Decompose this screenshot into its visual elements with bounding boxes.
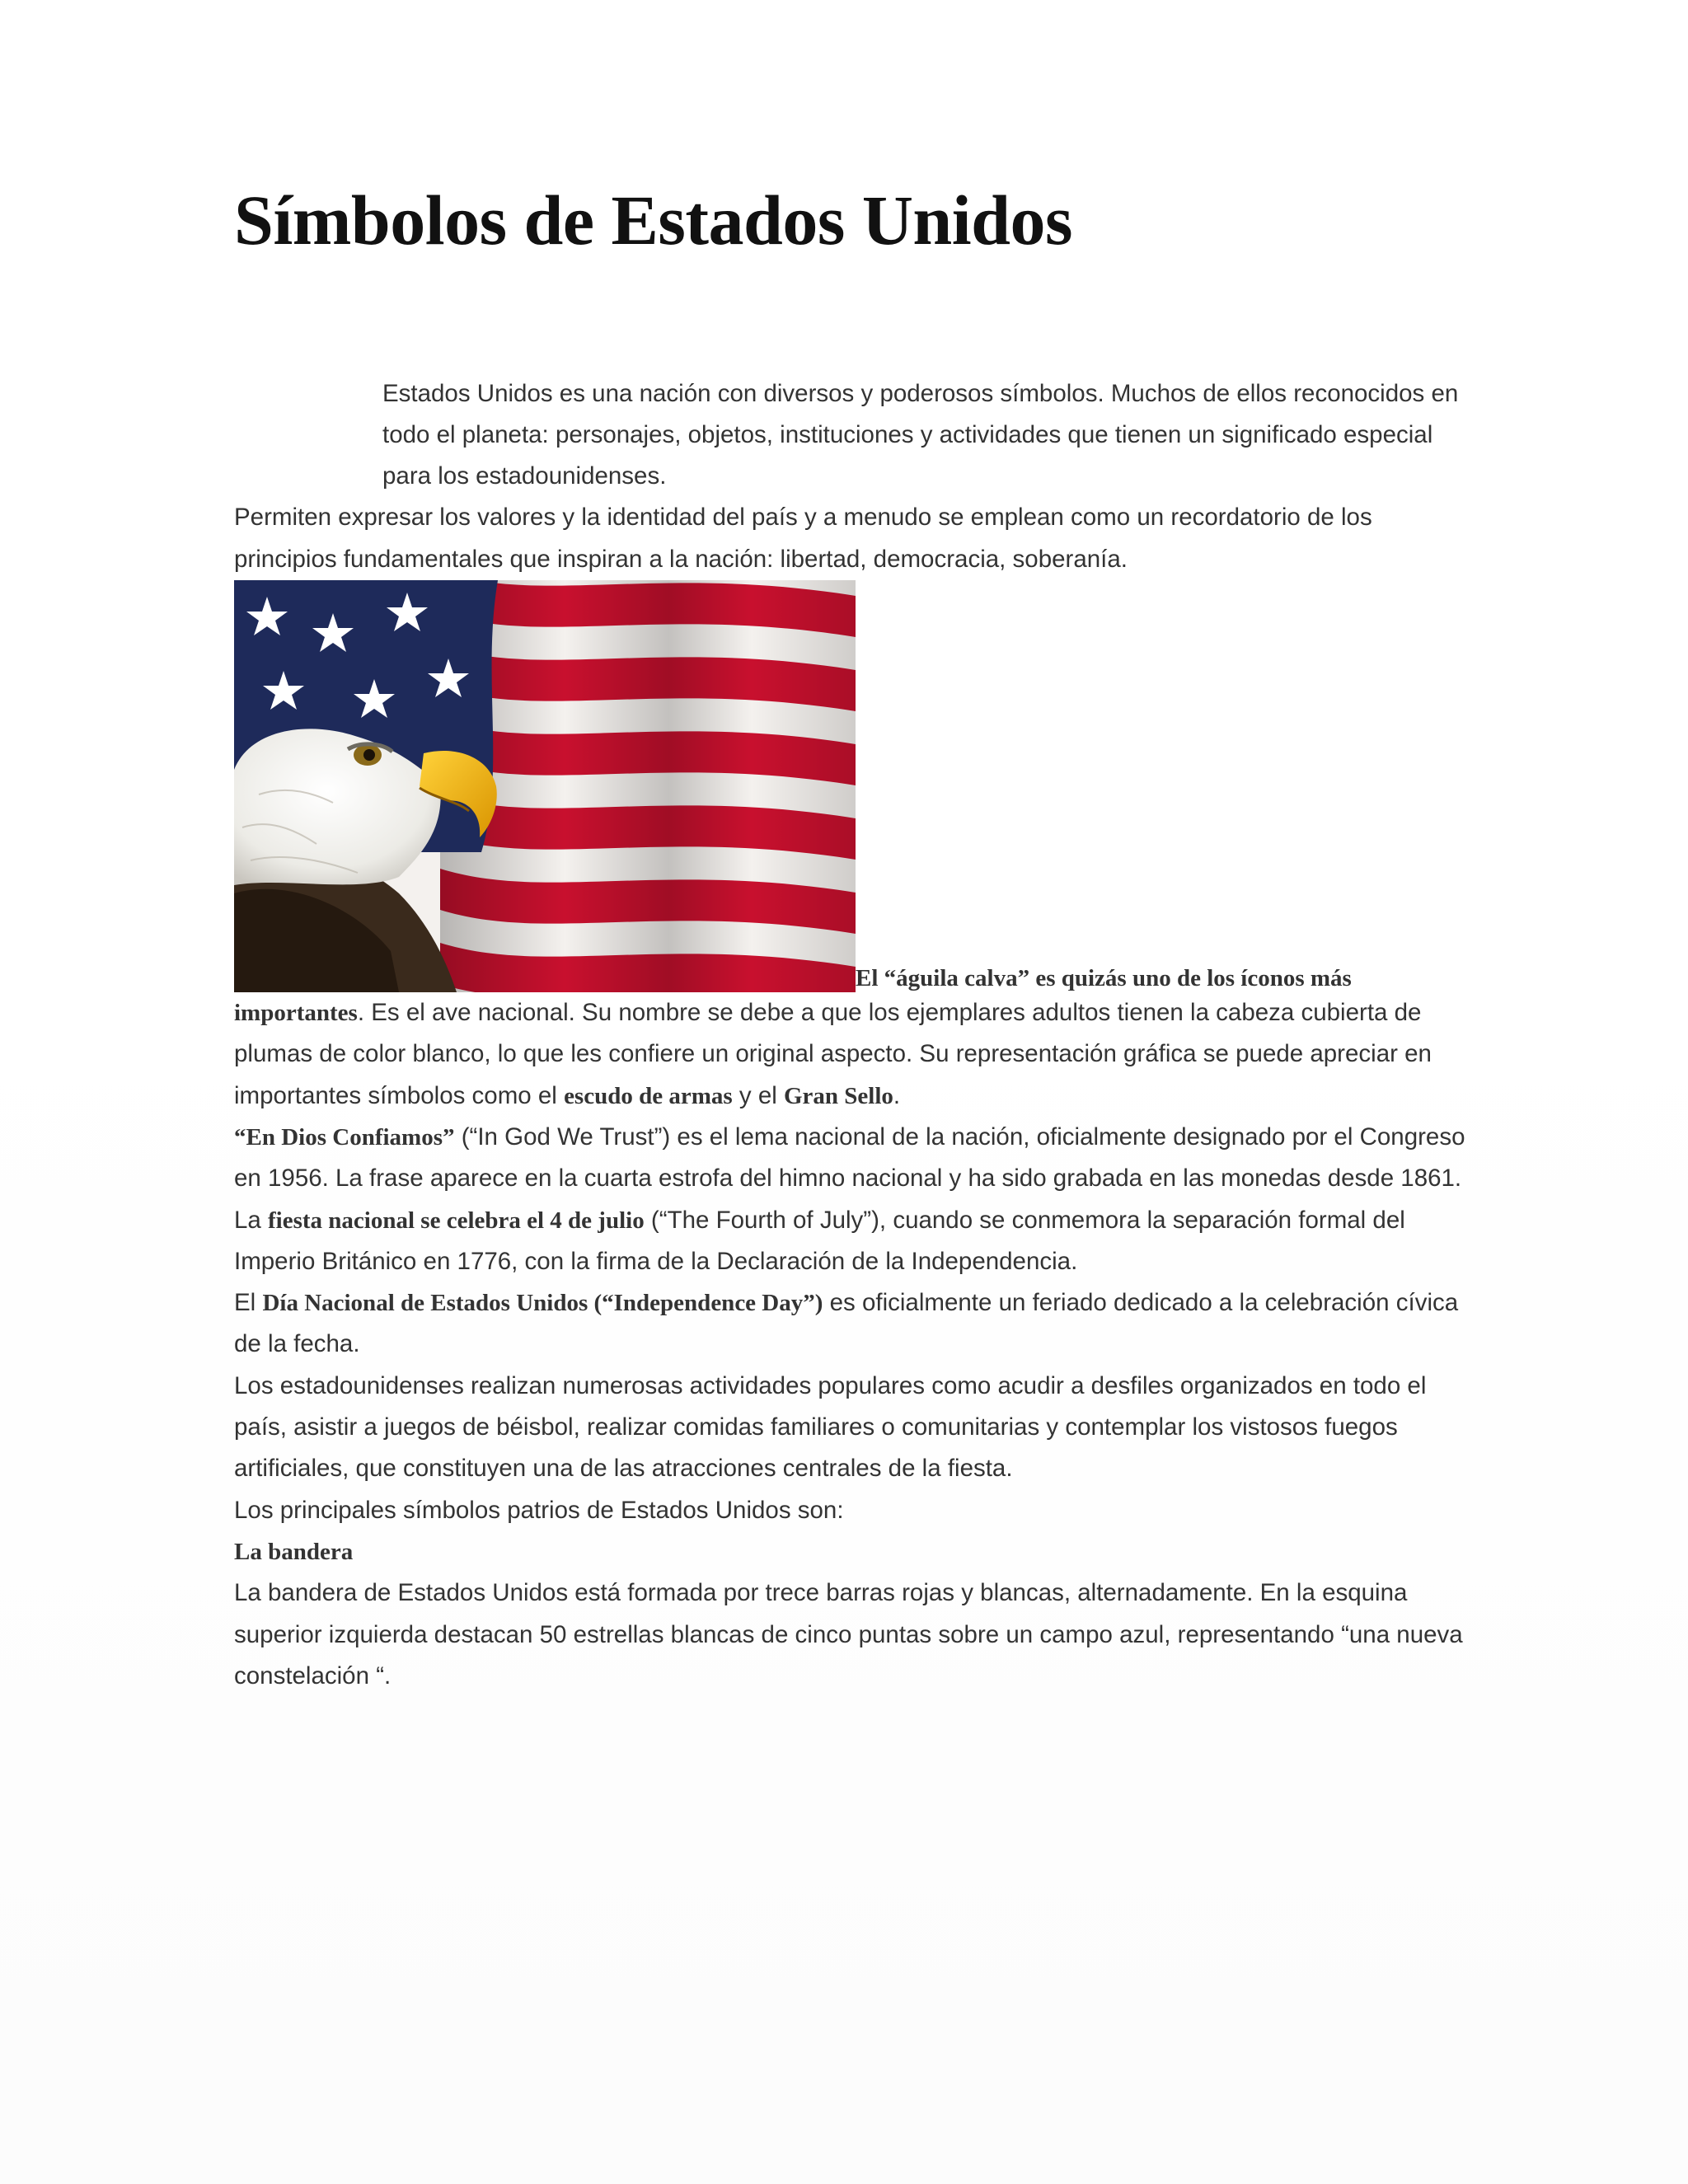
intro-paragraph-1: Estados Unidos es una nación con diversos y poderosos símbolos. Muchos de ellos reconocidos en todo el planeta: personajes, objetos, instituciones y actividades que tienen un significado especial para los estadounidenses.	[382, 379, 1459, 490]
motto-paragraph	[234, 1117, 1470, 1200]
eagle-caption-bold-1: El “águila calva” es quizás uno de los íconos más	[856, 965, 1352, 992]
motto-bold: “En Dios Confiamos”	[234, 1123, 455, 1151]
sello-bold: Gran Sello	[783, 1082, 893, 1109]
principales-paragraph: Los principales símbolos patrios de Estados Unidos son:	[234, 1496, 844, 1524]
motto-text: (“In God We Trust”) es el lema nacional de la nación, oficialmente designado por el Congreso en 1956. La frase aparece en la cuarta estrofa del himno nacional y ha sido grabada en las monedas desde 1861.	[234, 1122, 1465, 1193]
escudo-bold: escudo de armas	[564, 1082, 733, 1109]
eagle-text-1: . Es el ave nacional. Su nombre se debe a que los ejemplares adultos tienen la cabeza cubierta de plumas de color blanco, lo que les confiere un original aspecto. Su representación gráfica se puede apreciar en importantes símbolos como el	[234, 999, 1432, 1109]
dia-prefix: El	[234, 1289, 263, 1317]
document-body	[234, 373, 1470, 1698]
eagle-flag-illustration	[234, 580, 856, 992]
eagle-caption-bold-2: importantes	[234, 1000, 358, 1027]
bandera-paragraph: La bandera de Estados Unidos está formada por trece barras rojas y blancas, alternadamente. En la esquina superior izquierda destacan 50 estrellas blancas de cinco puntas sobre un campo azul, representando “una nueva constelación “.	[234, 1579, 1463, 1690]
page-title: Símbolos de Estados Unidos	[234, 180, 1072, 260]
dia-bold: Día Nacional de Estados Unidos (“Independence Day”)	[262, 1290, 823, 1317]
eagle-text-3: .	[893, 1081, 901, 1109]
activities-paragraph: Los estadounidenses realizan numerosas actividades populares como acudir a desfiles organizados en todo el país, asistir a juegos de béisbol, realizar comidas familiares o comunitarias y contemplar los vistosos fuegos artificiales, que constituyen una de las atracciones centrales de la fiesta.	[234, 1371, 1427, 1483]
eagle-flag-image	[234, 580, 856, 992]
fiesta-text: (“The Fourth of July”), cuando se conmemora la separación formal del Imperio Británico en 1776, con la firma de la Declaración de la Independencia.	[234, 1206, 1405, 1275]
figure-line	[234, 580, 1470, 992]
bandera-heading: La bandera	[234, 1538, 354, 1565]
eagle-paragraph	[234, 992, 1470, 1117]
intro-paragraph-2: Permiten expresar los valores y la identidad del país y a menudo se emplean como un recordatorio de los principios fundamentales que inspiran a la nación: libertad, democracia, soberanía.	[234, 504, 1372, 573]
fiesta-prefix: La	[234, 1206, 269, 1234]
eagle-text-2: y el	[732, 1081, 784, 1109]
fiesta-paragraph	[234, 1200, 1470, 1283]
fiesta-bold: fiesta nacional se celebra el 4 de julio	[268, 1207, 645, 1234]
dia-text: es oficialmente un feriado dedicado a la celebración cívica de la fecha.	[234, 1289, 1459, 1358]
document-content	[234, 181, 1470, 1697]
dia-paragraph	[234, 1282, 1470, 1366]
